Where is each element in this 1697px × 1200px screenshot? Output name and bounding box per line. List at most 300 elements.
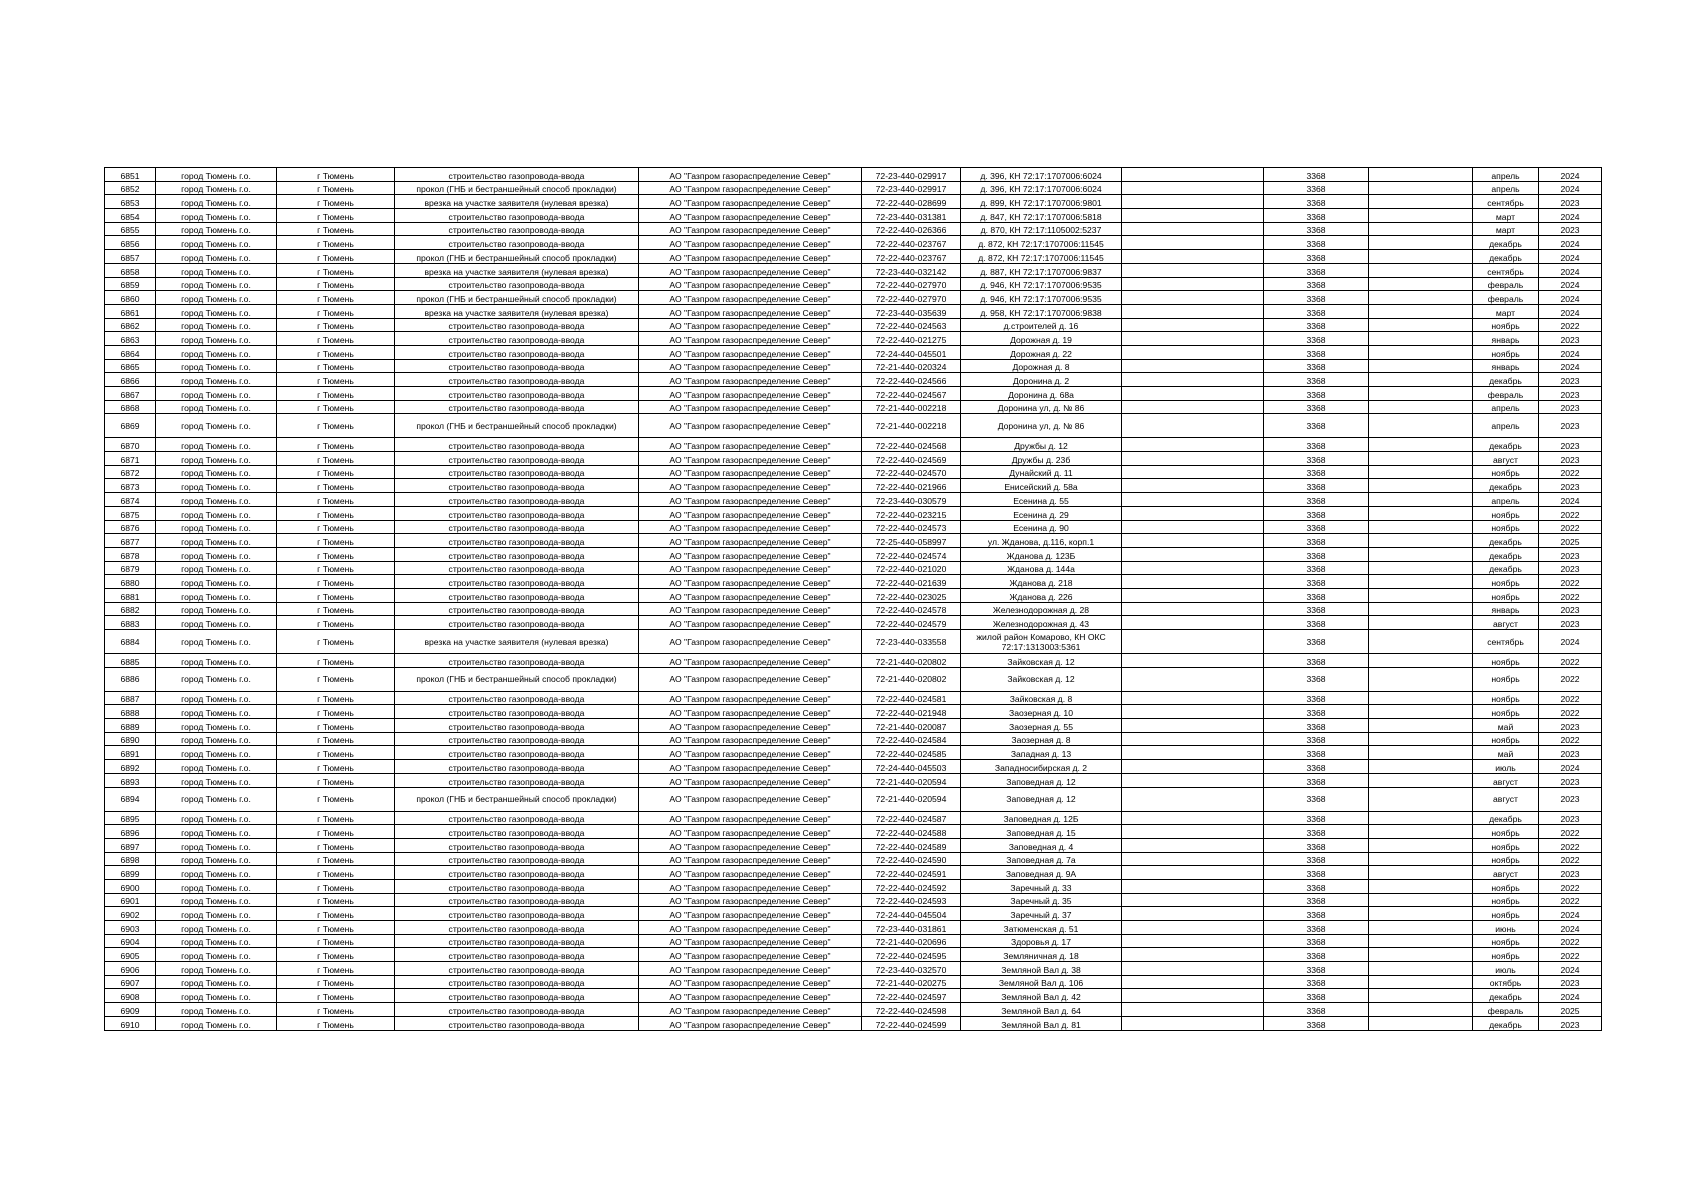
cell-empty xyxy=(1122,852,1264,866)
cell-empty xyxy=(1122,520,1264,534)
cell-municipality: город Тюмень г.о. xyxy=(156,452,277,466)
cell-row-number: 6867 xyxy=(105,387,156,401)
cell-municipality: город Тюмень г.о. xyxy=(156,181,277,195)
cell-month: январь xyxy=(1473,359,1539,373)
cell-empty xyxy=(1122,602,1264,616)
cell-amount: 3368 xyxy=(1264,465,1369,479)
cell-address: Жданова д. 226 xyxy=(961,588,1122,602)
cell-work-type: строительство газопровода-ввода xyxy=(395,852,639,866)
cell-empty xyxy=(1369,866,1473,880)
table-row xyxy=(105,962,1602,976)
cell-row-number: 6865 xyxy=(105,359,156,373)
cell-application-code: 72-22-440-024570 xyxy=(862,465,961,479)
cell-work-type: строительство газопровода-ввода xyxy=(395,479,639,493)
cell-work-type: строительство газопровода-ввода xyxy=(395,1016,639,1030)
cell-address: д. 870, КН 72:17:1105002:5237 xyxy=(961,222,1122,236)
cell-month: февраль xyxy=(1473,291,1539,305)
cell-month: ноябрь xyxy=(1473,575,1539,589)
table-row xyxy=(105,561,1602,575)
cell-organization: АО "Газпром газораспределение Север" xyxy=(639,359,862,373)
cell-year: 2024 xyxy=(1539,907,1602,921)
cell-municipality: город Тюмень г.о. xyxy=(156,811,277,825)
cell-municipality: город Тюмень г.о. xyxy=(156,787,277,811)
cell-city: г Тюмень xyxy=(277,561,395,575)
cell-empty xyxy=(1369,277,1473,291)
cell-empty xyxy=(1122,277,1264,291)
cell-address: д. 872, КН 72:17:1707006:11545 xyxy=(961,236,1122,250)
cell-empty xyxy=(1122,387,1264,401)
cell-application-code: 72-22-440-024584 xyxy=(862,732,961,746)
cell-empty xyxy=(1369,719,1473,733)
cell-city: г Тюмень xyxy=(277,291,395,305)
cell-year: 2024 xyxy=(1539,168,1602,182)
cell-row-number: 6894 xyxy=(105,787,156,811)
cell-work-type: строительство газопровода-ввода xyxy=(395,506,639,520)
cell-row-number: 6852 xyxy=(105,181,156,195)
cell-amount: 3368 xyxy=(1264,588,1369,602)
cell-work-type: строительство газопровода-ввода xyxy=(395,534,639,548)
cell-amount: 3368 xyxy=(1264,400,1369,414)
table-row xyxy=(105,414,1602,438)
spreadsheet-page xyxy=(104,167,1601,1031)
cell-empty xyxy=(1369,493,1473,507)
cell-empty xyxy=(1369,787,1473,811)
cell-month: февраль xyxy=(1473,387,1539,401)
cell-organization: АО "Газпром газораспределение Север" xyxy=(639,332,862,346)
cell-address: Железнодорожная д. 43 xyxy=(961,616,1122,630)
table-row xyxy=(105,547,1602,561)
cell-application-code: 72-22-440-026366 xyxy=(862,222,961,236)
cell-year: 2024 xyxy=(1539,236,1602,250)
cell-organization: АО "Газпром газораспределение Север" xyxy=(639,975,862,989)
cell-city: г Тюмень xyxy=(277,921,395,935)
cell-application-code: 72-23-440-029917 xyxy=(862,168,961,182)
cell-work-type: прокол (ГНБ и бестраншейный способ прокладки) xyxy=(395,787,639,811)
cell-empty xyxy=(1122,811,1264,825)
cell-organization: АО "Газпром газораспределение Север" xyxy=(639,893,862,907)
cell-year: 2022 xyxy=(1539,732,1602,746)
cell-organization: АО "Газпром газораспределение Север" xyxy=(639,705,862,719)
cell-year: 2023 xyxy=(1539,787,1602,811)
cell-row-number: 6855 xyxy=(105,222,156,236)
cell-city: г Тюмень xyxy=(277,602,395,616)
cell-address: Здоровья д. 17 xyxy=(961,934,1122,948)
cell-amount: 3368 xyxy=(1264,667,1369,691)
cell-empty xyxy=(1369,438,1473,452)
cell-work-type: строительство газопровода-ввода xyxy=(395,575,639,589)
cell-empty xyxy=(1122,181,1264,195)
cell-year: 2023 xyxy=(1539,773,1602,787)
cell-empty xyxy=(1369,400,1473,414)
cell-empty xyxy=(1122,630,1264,654)
cell-municipality: город Тюмень г.о. xyxy=(156,291,277,305)
cell-application-code: 72-22-440-021639 xyxy=(862,575,961,589)
cell-organization: АО "Газпром газораспределение Север" xyxy=(639,811,862,825)
cell-year: 2024 xyxy=(1539,304,1602,318)
cell-municipality: город Тюмень г.о. xyxy=(156,263,277,277)
cell-empty xyxy=(1369,465,1473,479)
cell-city: г Тюмень xyxy=(277,825,395,839)
cell-organization: АО "Газпром газораспределение Север" xyxy=(639,168,862,182)
cell-work-type: строительство газопровода-ввода xyxy=(395,318,639,332)
table-row xyxy=(105,209,1602,223)
table-row xyxy=(105,907,1602,921)
cell-row-number: 6866 xyxy=(105,373,156,387)
cell-organization: АО "Газпром газораспределение Север" xyxy=(639,879,862,893)
cell-month: ноябрь xyxy=(1473,825,1539,839)
cell-organization: АО "Газпром газораспределение Север" xyxy=(639,1003,862,1017)
table-row xyxy=(105,787,1602,811)
cell-amount: 3368 xyxy=(1264,414,1369,438)
cell-year: 2023 xyxy=(1539,332,1602,346)
cell-work-type: прокол (ГНБ и бестраншейный способ прокладки) xyxy=(395,414,639,438)
cell-municipality: город Тюмень г.о. xyxy=(156,332,277,346)
cell-application-code: 72-23-440-032142 xyxy=(862,263,961,277)
cell-empty xyxy=(1369,989,1473,1003)
cell-address: Заповедная д. 9А xyxy=(961,866,1122,880)
cell-row-number: 6893 xyxy=(105,773,156,787)
cell-year: 2022 xyxy=(1539,934,1602,948)
cell-city: г Тюмень xyxy=(277,493,395,507)
cell-work-type: строительство газопровода-ввода xyxy=(395,438,639,452)
cell-organization: АО "Газпром газораспределение Север" xyxy=(639,291,862,305)
cell-month: ноябрь xyxy=(1473,705,1539,719)
cell-address: Заповедная д. 12 xyxy=(961,787,1122,811)
cell-work-type: строительство газопровода-ввода xyxy=(395,588,639,602)
cell-work-type: прокол (ГНБ и бестраншейный способ прокладки) xyxy=(395,291,639,305)
cell-organization: АО "Газпром газораспределение Север" xyxy=(639,414,862,438)
cell-amount: 3368 xyxy=(1264,359,1369,373)
cell-municipality: город Тюмень г.о. xyxy=(156,195,277,209)
cell-amount: 3368 xyxy=(1264,332,1369,346)
cell-year: 2024 xyxy=(1539,345,1602,359)
cell-month: ноябрь xyxy=(1473,465,1539,479)
cell-row-number: 6858 xyxy=(105,263,156,277)
cell-city: г Тюмень xyxy=(277,616,395,630)
cell-row-number: 6872 xyxy=(105,465,156,479)
cell-amount: 3368 xyxy=(1264,811,1369,825)
cell-empty xyxy=(1369,667,1473,691)
cell-application-code: 72-21-440-002218 xyxy=(862,400,961,414)
cell-address: Жданова д. 144а xyxy=(961,561,1122,575)
cell-city: г Тюмень xyxy=(277,852,395,866)
cell-month: август xyxy=(1473,616,1539,630)
cell-address: Земляной Вал д. 38 xyxy=(961,962,1122,976)
table-row xyxy=(105,760,1602,774)
cell-municipality: город Тюмень г.о. xyxy=(156,907,277,921)
cell-year: 2024 xyxy=(1539,209,1602,223)
cell-year: 2024 xyxy=(1539,250,1602,264)
cell-city: г Тюмень xyxy=(277,1003,395,1017)
cell-municipality: город Тюмень г.о. xyxy=(156,236,277,250)
cell-year: 2023 xyxy=(1539,719,1602,733)
table-row xyxy=(105,811,1602,825)
cell-year: 2022 xyxy=(1539,825,1602,839)
cell-city: г Тюмень xyxy=(277,318,395,332)
cell-address: д. 847, КН 72:17:1707006:5818 xyxy=(961,209,1122,223)
cell-municipality: город Тюмень г.о. xyxy=(156,520,277,534)
cell-row-number: 6890 xyxy=(105,732,156,746)
cell-application-code: 72-22-440-027970 xyxy=(862,277,961,291)
cell-empty xyxy=(1369,879,1473,893)
cell-empty xyxy=(1122,359,1264,373)
cell-row-number: 6908 xyxy=(105,989,156,1003)
cell-work-type: строительство газопровода-ввода xyxy=(395,561,639,575)
cell-address: Дружбы д. 12 xyxy=(961,438,1122,452)
cell-row-number: 6892 xyxy=(105,760,156,774)
cell-amount: 3368 xyxy=(1264,921,1369,935)
cell-month: октябрь xyxy=(1473,975,1539,989)
cell-amount: 3368 xyxy=(1264,479,1369,493)
cell-month: август xyxy=(1473,866,1539,880)
cell-amount: 3368 xyxy=(1264,719,1369,733)
cell-month: май xyxy=(1473,719,1539,733)
cell-year: 2023 xyxy=(1539,400,1602,414)
cell-application-code: 72-21-440-002218 xyxy=(862,414,961,438)
cell-municipality: город Тюмень г.о. xyxy=(156,602,277,616)
cell-work-type: строительство газопровода-ввода xyxy=(395,705,639,719)
cell-work-type: строительство газопровода-ввода xyxy=(395,387,639,401)
cell-application-code: 72-21-440-020324 xyxy=(862,359,961,373)
cell-year: 2024 xyxy=(1539,263,1602,277)
cell-amount: 3368 xyxy=(1264,691,1369,705)
cell-year: 2024 xyxy=(1539,921,1602,935)
cell-municipality: город Тюмень г.о. xyxy=(156,588,277,602)
cell-work-type: прокол (ГНБ и бестраншейный способ прокладки) xyxy=(395,181,639,195)
cell-city: г Тюмень xyxy=(277,414,395,438)
cell-application-code: 72-22-440-024591 xyxy=(862,866,961,880)
cell-organization: АО "Газпром газораспределение Север" xyxy=(639,209,862,223)
cell-city: г Тюмень xyxy=(277,760,395,774)
cell-empty xyxy=(1122,332,1264,346)
cell-municipality: город Тюмень г.о. xyxy=(156,975,277,989)
cell-empty xyxy=(1369,345,1473,359)
cell-month: ноябрь xyxy=(1473,667,1539,691)
table-row xyxy=(105,387,1602,401)
cell-city: г Тюмень xyxy=(277,304,395,318)
cell-work-type: строительство газопровода-ввода xyxy=(395,746,639,760)
cell-month: ноябрь xyxy=(1473,879,1539,893)
cell-row-number: 6905 xyxy=(105,948,156,962)
cell-address: Заповедная д. 15 xyxy=(961,825,1122,839)
cell-city: г Тюмень xyxy=(277,506,395,520)
cell-row-number: 6897 xyxy=(105,838,156,852)
cell-work-type: строительство газопровода-ввода xyxy=(395,838,639,852)
cell-amount: 3368 xyxy=(1264,773,1369,787)
cell-address: Зайковская д. 8 xyxy=(961,691,1122,705)
cell-work-type: строительство газопровода-ввода xyxy=(395,825,639,839)
cell-row-number: 6862 xyxy=(105,318,156,332)
cell-empty xyxy=(1369,630,1473,654)
cell-organization: АО "Газпром газораспределение Север" xyxy=(639,195,862,209)
cell-application-code: 72-22-440-023025 xyxy=(862,588,961,602)
cell-month: август xyxy=(1473,773,1539,787)
cell-empty xyxy=(1122,934,1264,948)
cell-year: 2022 xyxy=(1539,705,1602,719)
cell-empty xyxy=(1122,291,1264,305)
cell-application-code: 72-21-440-020802 xyxy=(862,654,961,668)
cell-year: 2022 xyxy=(1539,588,1602,602)
cell-address: Заповедная д. 4 xyxy=(961,838,1122,852)
cell-empty xyxy=(1122,1016,1264,1030)
table-row xyxy=(105,222,1602,236)
cell-application-code: 72-21-440-020802 xyxy=(862,667,961,691)
cell-city: г Тюмень xyxy=(277,263,395,277)
cell-empty xyxy=(1369,975,1473,989)
cell-city: г Тюмень xyxy=(277,811,395,825)
cell-organization: АО "Газпром газораспределение Север" xyxy=(639,691,862,705)
cell-empty xyxy=(1122,534,1264,548)
cell-city: г Тюмень xyxy=(277,732,395,746)
cell-address: Железнодорожная д. 28 xyxy=(961,602,1122,616)
cell-organization: АО "Газпром газораспределение Север" xyxy=(639,719,862,733)
table-body xyxy=(105,168,1602,1031)
cell-year: 2023 xyxy=(1539,387,1602,401)
cell-month: декабрь xyxy=(1473,561,1539,575)
cell-empty xyxy=(1369,934,1473,948)
table-row xyxy=(105,236,1602,250)
cell-empty xyxy=(1369,760,1473,774)
cell-organization: АО "Газпром газораспределение Север" xyxy=(639,773,862,787)
cell-year: 2023 xyxy=(1539,195,1602,209)
cell-empty xyxy=(1122,989,1264,1003)
cell-month: ноябрь xyxy=(1473,907,1539,921)
cell-address: Земляной Вал д. 64 xyxy=(961,1003,1122,1017)
cell-year: 2022 xyxy=(1539,948,1602,962)
cell-work-type: строительство газопровода-ввода xyxy=(395,1003,639,1017)
cell-city: г Тюмень xyxy=(277,705,395,719)
cell-row-number: 6885 xyxy=(105,654,156,668)
cell-city: г Тюмень xyxy=(277,332,395,346)
cell-empty xyxy=(1369,195,1473,209)
cell-address: Земляной Вал д. 42 xyxy=(961,989,1122,1003)
cell-city: г Тюмень xyxy=(277,691,395,705)
cell-organization: АО "Газпром газораспределение Север" xyxy=(639,588,862,602)
cell-year: 2024 xyxy=(1539,277,1602,291)
cell-organization: АО "Газпром газораспределение Север" xyxy=(639,250,862,264)
cell-work-type: строительство газопровода-ввода xyxy=(395,907,639,921)
table-row xyxy=(105,168,1602,182)
table-row xyxy=(105,879,1602,893)
cell-empty xyxy=(1122,575,1264,589)
cell-row-number: 6903 xyxy=(105,921,156,935)
cell-amount: 3368 xyxy=(1264,602,1369,616)
cell-work-type: строительство газопровода-ввода xyxy=(395,547,639,561)
cell-amount: 3368 xyxy=(1264,547,1369,561)
cell-month: апрель xyxy=(1473,168,1539,182)
cell-empty xyxy=(1369,373,1473,387)
cell-work-type: строительство газопровода-ввода xyxy=(395,602,639,616)
cell-empty xyxy=(1369,222,1473,236)
cell-row-number: 6882 xyxy=(105,602,156,616)
cell-row-number: 6910 xyxy=(105,1016,156,1030)
table-row xyxy=(105,493,1602,507)
cell-application-code: 72-22-440-024569 xyxy=(862,452,961,466)
cell-month: март xyxy=(1473,209,1539,223)
cell-city: г Тюмень xyxy=(277,387,395,401)
cell-amount: 3368 xyxy=(1264,506,1369,520)
cell-year: 2024 xyxy=(1539,989,1602,1003)
cell-empty xyxy=(1122,414,1264,438)
cell-amount: 3368 xyxy=(1264,879,1369,893)
cell-organization: АО "Газпром газораспределение Север" xyxy=(639,236,862,250)
cell-city: г Тюмень xyxy=(277,181,395,195)
cell-month: март xyxy=(1473,222,1539,236)
cell-amount: 3368 xyxy=(1264,654,1369,668)
cell-municipality: город Тюмень г.о. xyxy=(156,719,277,733)
cell-amount: 3368 xyxy=(1264,838,1369,852)
cell-application-code: 72-21-440-020696 xyxy=(862,934,961,948)
cell-month: ноябрь xyxy=(1473,691,1539,705)
cell-amount: 3368 xyxy=(1264,236,1369,250)
cell-application-code: 72-22-440-021275 xyxy=(862,332,961,346)
cell-organization: АО "Газпром газораспределение Север" xyxy=(639,561,862,575)
cell-application-code: 72-23-440-033558 xyxy=(862,630,961,654)
cell-organization: АО "Газпром газораспределение Север" xyxy=(639,387,862,401)
cell-organization: АО "Газпром газораспределение Север" xyxy=(639,493,862,507)
cell-city: г Тюмень xyxy=(277,773,395,787)
cell-empty xyxy=(1369,452,1473,466)
cell-row-number: 6876 xyxy=(105,520,156,534)
cell-amount: 3368 xyxy=(1264,263,1369,277)
cell-amount: 3368 xyxy=(1264,893,1369,907)
cell-empty xyxy=(1369,359,1473,373)
cell-application-code: 72-21-440-020275 xyxy=(862,975,961,989)
cell-work-type: строительство газопровода-ввода xyxy=(395,373,639,387)
cell-municipality: город Тюмень г.о. xyxy=(156,948,277,962)
cell-address: Заречный д. 35 xyxy=(961,893,1122,907)
cell-empty xyxy=(1122,506,1264,520)
cell-empty xyxy=(1122,373,1264,387)
cell-year: 2023 xyxy=(1539,975,1602,989)
cell-organization: АО "Газпром газораспределение Север" xyxy=(639,1016,862,1030)
cell-city: г Тюмень xyxy=(277,787,395,811)
cell-year: 2022 xyxy=(1539,667,1602,691)
cell-municipality: город Тюмень г.о. xyxy=(156,667,277,691)
cell-address: Заречный д. 33 xyxy=(961,879,1122,893)
table-row xyxy=(105,1003,1602,1017)
cell-municipality: город Тюмень г.о. xyxy=(156,318,277,332)
cell-address: д. 396, КН 72:17:1707006:6024 xyxy=(961,168,1122,182)
cell-row-number: 6860 xyxy=(105,291,156,305)
cell-amount: 3368 xyxy=(1264,181,1369,195)
cell-month: апрель xyxy=(1473,400,1539,414)
cell-city: г Тюмень xyxy=(277,667,395,691)
cell-year: 2024 xyxy=(1539,962,1602,976)
cell-month: январь xyxy=(1473,602,1539,616)
cell-row-number: 6899 xyxy=(105,866,156,880)
cell-municipality: город Тюмень г.о. xyxy=(156,654,277,668)
cell-empty xyxy=(1122,773,1264,787)
cell-city: г Тюмень xyxy=(277,654,395,668)
cell-work-type: строительство газопровода-ввода xyxy=(395,168,639,182)
cell-organization: АО "Газпром газораспределение Север" xyxy=(639,263,862,277)
cell-amount: 3368 xyxy=(1264,373,1369,387)
cell-empty xyxy=(1122,787,1264,811)
cell-work-type: строительство газопровода-ввода xyxy=(395,209,639,223)
cell-empty xyxy=(1122,825,1264,839)
cell-organization: АО "Газпром газораспределение Север" xyxy=(639,222,862,236)
table-row xyxy=(105,732,1602,746)
cell-row-number: 6883 xyxy=(105,616,156,630)
cell-amount: 3368 xyxy=(1264,195,1369,209)
cell-year: 2023 xyxy=(1539,811,1602,825)
cell-empty xyxy=(1369,387,1473,401)
cell-empty xyxy=(1122,719,1264,733)
table-row xyxy=(105,654,1602,668)
cell-empty xyxy=(1122,195,1264,209)
cell-year: 2022 xyxy=(1539,506,1602,520)
